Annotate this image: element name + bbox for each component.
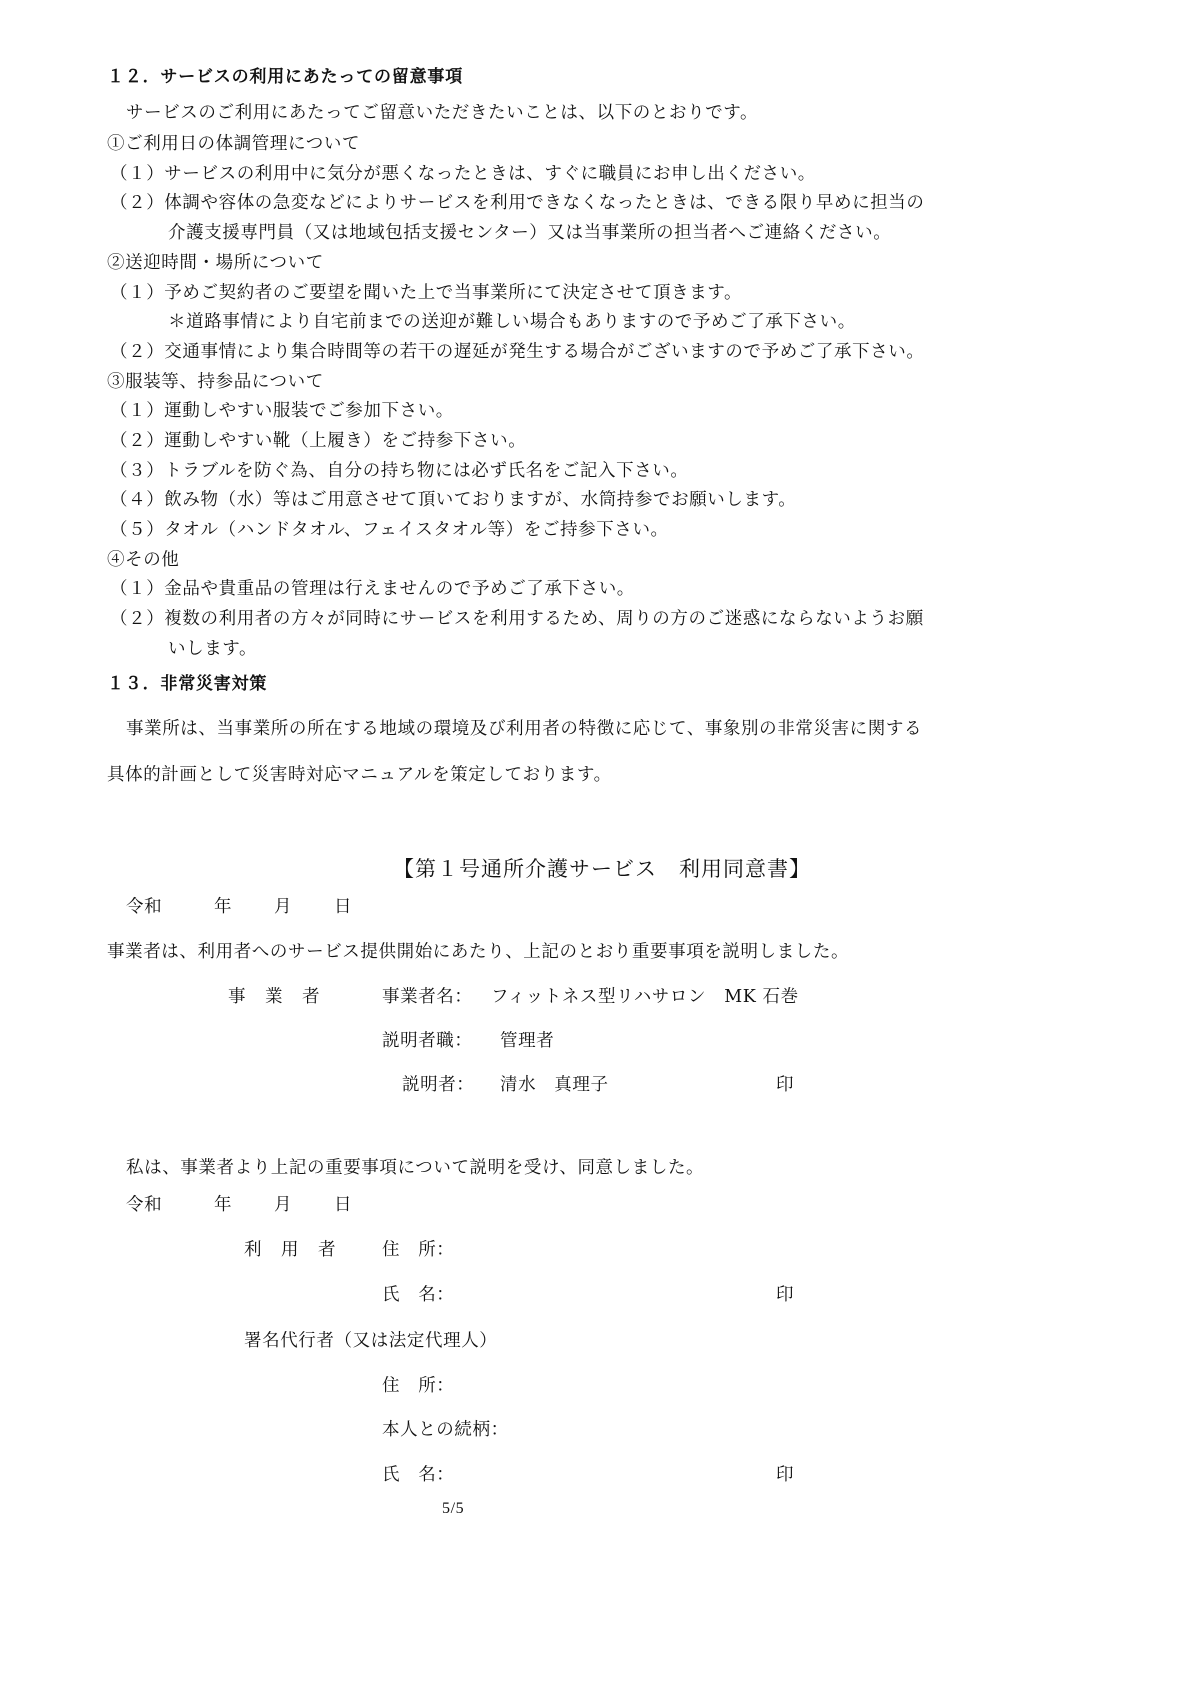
group-4-item-1: （１）金品や貴重品の管理は行えませんので予めご了承下さい。 — [110, 579, 635, 599]
date-1-month: 月 — [274, 897, 293, 917]
user-role-label: 利 用 者 — [244, 1240, 337, 1260]
explainer-position-label: 説明者職： — [382, 1031, 473, 1051]
explainer-label: 説明者： — [402, 1075, 475, 1095]
user-consent-statement: 私は、事業者より上記の重要事項について説明を受け、同意しました。 — [126, 1158, 705, 1178]
section-13-heading: １３．非常災害対策 — [107, 674, 268, 694]
proxy-seal: 印 — [776, 1465, 795, 1485]
group-3-item-1: （１）運動しやすい服装でご参加下さい。 — [110, 401, 454, 421]
proxy-address-label: 住 所： — [382, 1376, 455, 1396]
group-2-note: ＊道路事情により自宅前までの送迎が難しい場合もありますので予めご了承下さい。 — [168, 312, 856, 332]
date-2-day: 日 — [334, 1195, 353, 1215]
group-3-item-3: （３）トラブルを防ぐ為、自分の持ち物には必ず氏名をご記入下さい。 — [110, 461, 689, 481]
group-2-item-2: （２）交通事情により集合時間等の若干の遅延が発生する場合がございますので予めご了承下さい。 — [110, 342, 925, 362]
group-3-item-4: （４）飲み物（水）等はご用意させて頂いておりますが、水筒持参でお願いします。 — [110, 490, 797, 510]
group-3-item-5: （５）タオル（ハンドタオル、フェイスタオル等）をご持参下さい。 — [110, 520, 669, 540]
provider-statement: 事業者は、利用者へのサービス提供開始にあたり、上記のとおり重要事項を説明しました。 — [107, 942, 850, 962]
date-1-year: 年 — [214, 897, 233, 917]
group-1-item-1: （１）サービスの利用中に気分が悪くなったときは、すぐに職員にお申し出ください。 — [110, 164, 816, 184]
date-1-day: 日 — [334, 897, 353, 917]
provider-name-value: フィットネス型リハサロン MK 石巻 — [491, 987, 799, 1007]
date-2-month: 月 — [274, 1195, 293, 1215]
date-1-era: 令和 — [126, 897, 163, 917]
user-address-label: 住 所： — [382, 1240, 455, 1260]
page-number: 5/5 — [442, 1500, 465, 1517]
group-1-item-2: （２）体調や容体の急変などによりサービスを利用できなくなったときは、できる限り早めに担当の — [110, 193, 925, 213]
section-12-intro: サービスのご利用にあたってご留意いただきたいことは、以下のとおりです。 — [126, 103, 759, 123]
date-2-era: 令和 — [126, 1195, 163, 1215]
provider-role-label: 事 業 者 — [228, 987, 321, 1007]
group-4-item-2-cont: いします。 — [168, 639, 258, 659]
group-2-item-1: （１）予めご契約者のご要望を聞いた上で当事業所にて決定させて頂きます。 — [110, 283, 743, 303]
user-seal: 印 — [776, 1285, 795, 1305]
proxy-name-label: 氏 名： — [382, 1465, 455, 1485]
date-2-year: 年 — [214, 1195, 233, 1215]
group-1-title: ①ご利用日の体調管理について — [107, 134, 361, 154]
proxy-role-label: 署名代行者（又は法定代理人） — [244, 1331, 498, 1351]
section-12-heading: １２．サービスの利用にあたっての留意事項 — [107, 67, 463, 87]
group-2-title: ②送迎時間・場所について — [107, 253, 324, 273]
consent-title: 【第１号通所介護サービス 利用同意書】 — [393, 857, 811, 881]
group-4-item-2: （２）複数の利用者の方々が同時にサービスを利用するため、周りの方のご迷惑にならないようお願 — [110, 609, 924, 629]
provider-name-label: 事業者名： — [382, 987, 473, 1007]
explainer-position-value: 管理者 — [500, 1031, 555, 1051]
proxy-relation-label: 本人との続柄： — [382, 1420, 509, 1440]
section-13-body-line-1: 事業所は、当事業所の所在する地域の環境及び利用者の特徴に応じて、事象別の非常災害に関する — [126, 719, 923, 739]
provider-seal: 印 — [776, 1075, 795, 1095]
group-3-title: ③服装等、持参品について — [107, 372, 324, 392]
group-1-item-2-cont: 介護支援専門員（又は地域包括支援センター）又は当事業所の担当者へご連絡ください。 — [168, 223, 892, 243]
group-3-item-2: （２）運動しやすい靴（上履き）をご持参下さい。 — [110, 431, 527, 451]
group-4-title: ④その他 — [107, 550, 180, 570]
explainer-value: 清水 真理子 — [500, 1075, 609, 1095]
section-13-body-line-2: 具体的計画として災害時対応マニュアルを策定しております。 — [107, 765, 612, 785]
user-name-label: 氏 名： — [382, 1285, 455, 1305]
